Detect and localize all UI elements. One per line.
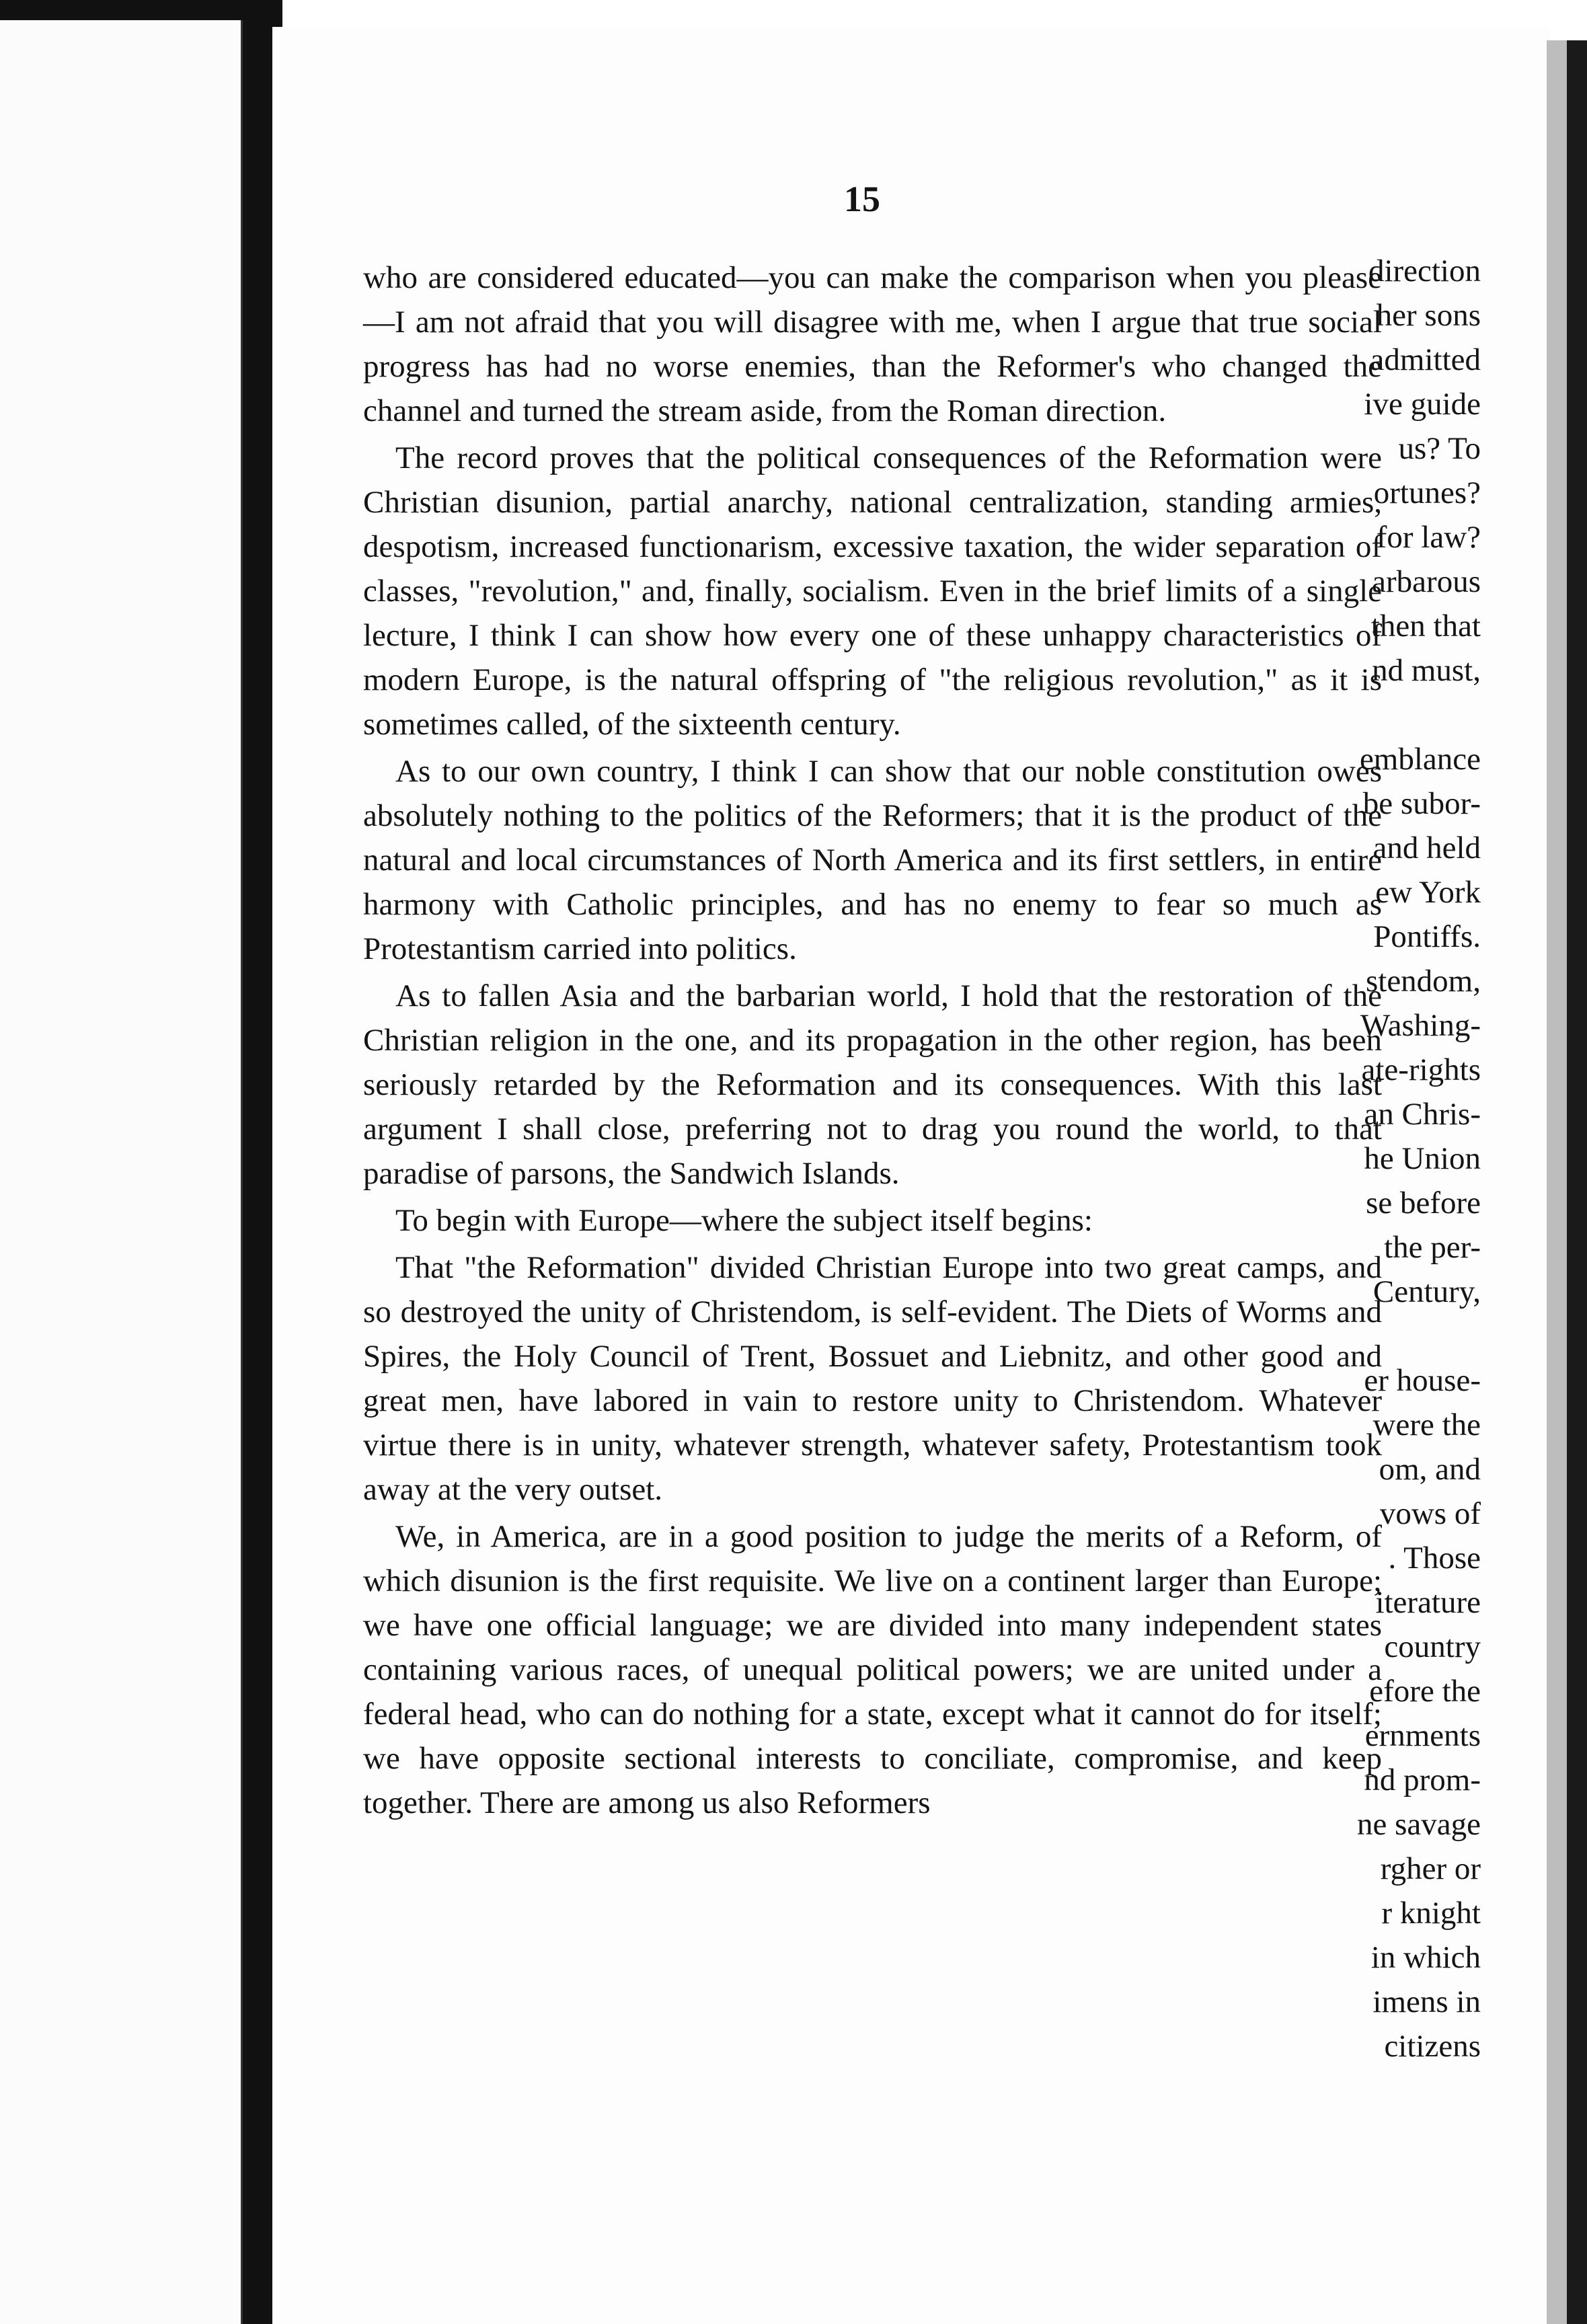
facing-page-line: r knight: [1381, 1896, 1481, 1931]
facing-page-line: ortunes?: [1373, 475, 1481, 510]
facing-page-line: admitted: [1370, 342, 1481, 377]
facing-page-line: ernments: [1364, 1718, 1481, 1753]
facing-page-line: an Chris-: [1364, 1097, 1481, 1132]
facing-page-line: Century,: [1372, 1274, 1481, 1309]
facing-page-line: for law?: [1376, 520, 1481, 555]
facing-page-line: nd must,: [1372, 653, 1481, 688]
facing-page-line: arbarous: [1372, 564, 1481, 599]
scan-edge-right-dark: [1567, 40, 1587, 2324]
facing-page-line: iterature: [1375, 1585, 1481, 1620]
facing-page-line: imens in: [1372, 1984, 1481, 2019]
facing-page-line: stendom,: [1365, 964, 1481, 999]
facing-page-line: se before: [1366, 1186, 1481, 1221]
facing-page-line: om, and: [1379, 1452, 1481, 1487]
paragraph-3: As to our own country, I think I can show that our noble constitution owes absolutely nothing to the politics of the Reformers; that it is the product of the natural and local circumstances of North America and its first settlers, in entire harmony with Catholic principles, and has no enemy to fear so much as Protestantism carried into politics.: [363, 754, 1382, 966]
paragraph-1: who are considered educated—you can make the comparison when you please—I am not afraid that you will disagree with me, when I argue that true social progress has had no worse enemies, than the Reformer's who changed the channel and turned the stream aside, from the Roman direction.: [363, 260, 1382, 428]
facing-page-line: . Those: [1388, 1541, 1481, 1576]
scan-edge-top: [0, 0, 282, 20]
paragraph-6: That "the Reformation" divided Christian Europe into two great camps, and so destroyed the unity of Christendom, is self-evident. The Diets of Worms and Spires, the Holy Council of Trent, Bossuet and Liebnitz, and other good and great men, have labored in vain to restore unity to Christendom. Whatever virtue there is in unity, whatever strength, whatever safety, Protestantism took away at the very outset.: [363, 1250, 1382, 1507]
paragraph-5: To begin with Europe—where the subject itself begins:: [395, 1203, 1093, 1238]
facing-page-line: Pontiffs.: [1373, 919, 1481, 954]
facing-page-line: and held: [1372, 830, 1481, 865]
facing-page-line: be subor-: [1362, 786, 1481, 821]
facing-page-line: country: [1384, 1629, 1481, 1664]
facing-page-line: the per-: [1384, 1230, 1481, 1265]
facing-page-line: her sons: [1376, 298, 1481, 333]
facing-page-line: us? To: [1398, 431, 1481, 466]
facing-page-line: citizens: [1384, 2029, 1481, 2064]
facing-page-line: ne savage: [1357, 1807, 1481, 1842]
facing-page-line: ive guide: [1364, 387, 1481, 422]
facing-page-line: ate-rights: [1361, 1052, 1481, 1087]
facing-page-line: direction: [1368, 254, 1481, 288]
facing-page-line: Washing-: [1360, 1008, 1481, 1043]
page-number: 15: [844, 179, 880, 219]
facing-page-line: efore the: [1369, 1674, 1481, 1709]
facing-page-line: emblance: [1359, 742, 1481, 777]
facing-page-line: then that: [1370, 609, 1481, 644]
facing-page-line: er house-: [1364, 1363, 1481, 1398]
facing-page-line: he Union: [1364, 1141, 1481, 1176]
facing-page-line: in which: [1370, 1940, 1481, 1975]
facing-page-line: were the: [1372, 1407, 1481, 1442]
facing-page: [0, 0, 243, 2324]
paragraph-7: We, in America, are in a good position to judge the merits of a Reform, of which disunion is the first requisite. We live on a continent larger than Europe; we have one official language; we are divided into many independent states containing various races, of unequal political powers; we are united under a federal head, who can do nothing for a state, except what it cannot do for itself; we have opposite sectional interests to conciliate, compromise, and keep together. There are among us also Reformers: [363, 1519, 1382, 1820]
facing-page-line: ew York: [1375, 875, 1481, 910]
facing-page-line: vows of: [1379, 1496, 1481, 1531]
paragraph-4: As to fallen Asia and the barbarian world, I hold that the restoration of the Christian religion in the one, and its propagation in the other region, has been seriously retarded by the Reformation and its consequences. With this last argument I shall close, preferring not to drag you round the world, to that paradise of parsons, the Sandwich Islands.: [363, 978, 1382, 1191]
body-text: [363, 256, 1382, 1828]
facing-page-line: nd prom-: [1364, 1763, 1481, 1797]
paragraph-2: The record proves that the political consequences of the Reformation were Christian disunion, partial anarchy, national centralization, standing armies, despotism, increased functionarism, excessive taxation, the wider separation of classes, "revolution," and, finally, socialism. Even in the brief limits of a single lecture, I think I can show how every one of these unhappy characteristics of modern Europe, is the natural offspring of "the religious revolution," as it is sometimes called, of the sixteenth century.: [363, 440, 1382, 742]
facing-page-line: rgher or: [1380, 1851, 1481, 1886]
